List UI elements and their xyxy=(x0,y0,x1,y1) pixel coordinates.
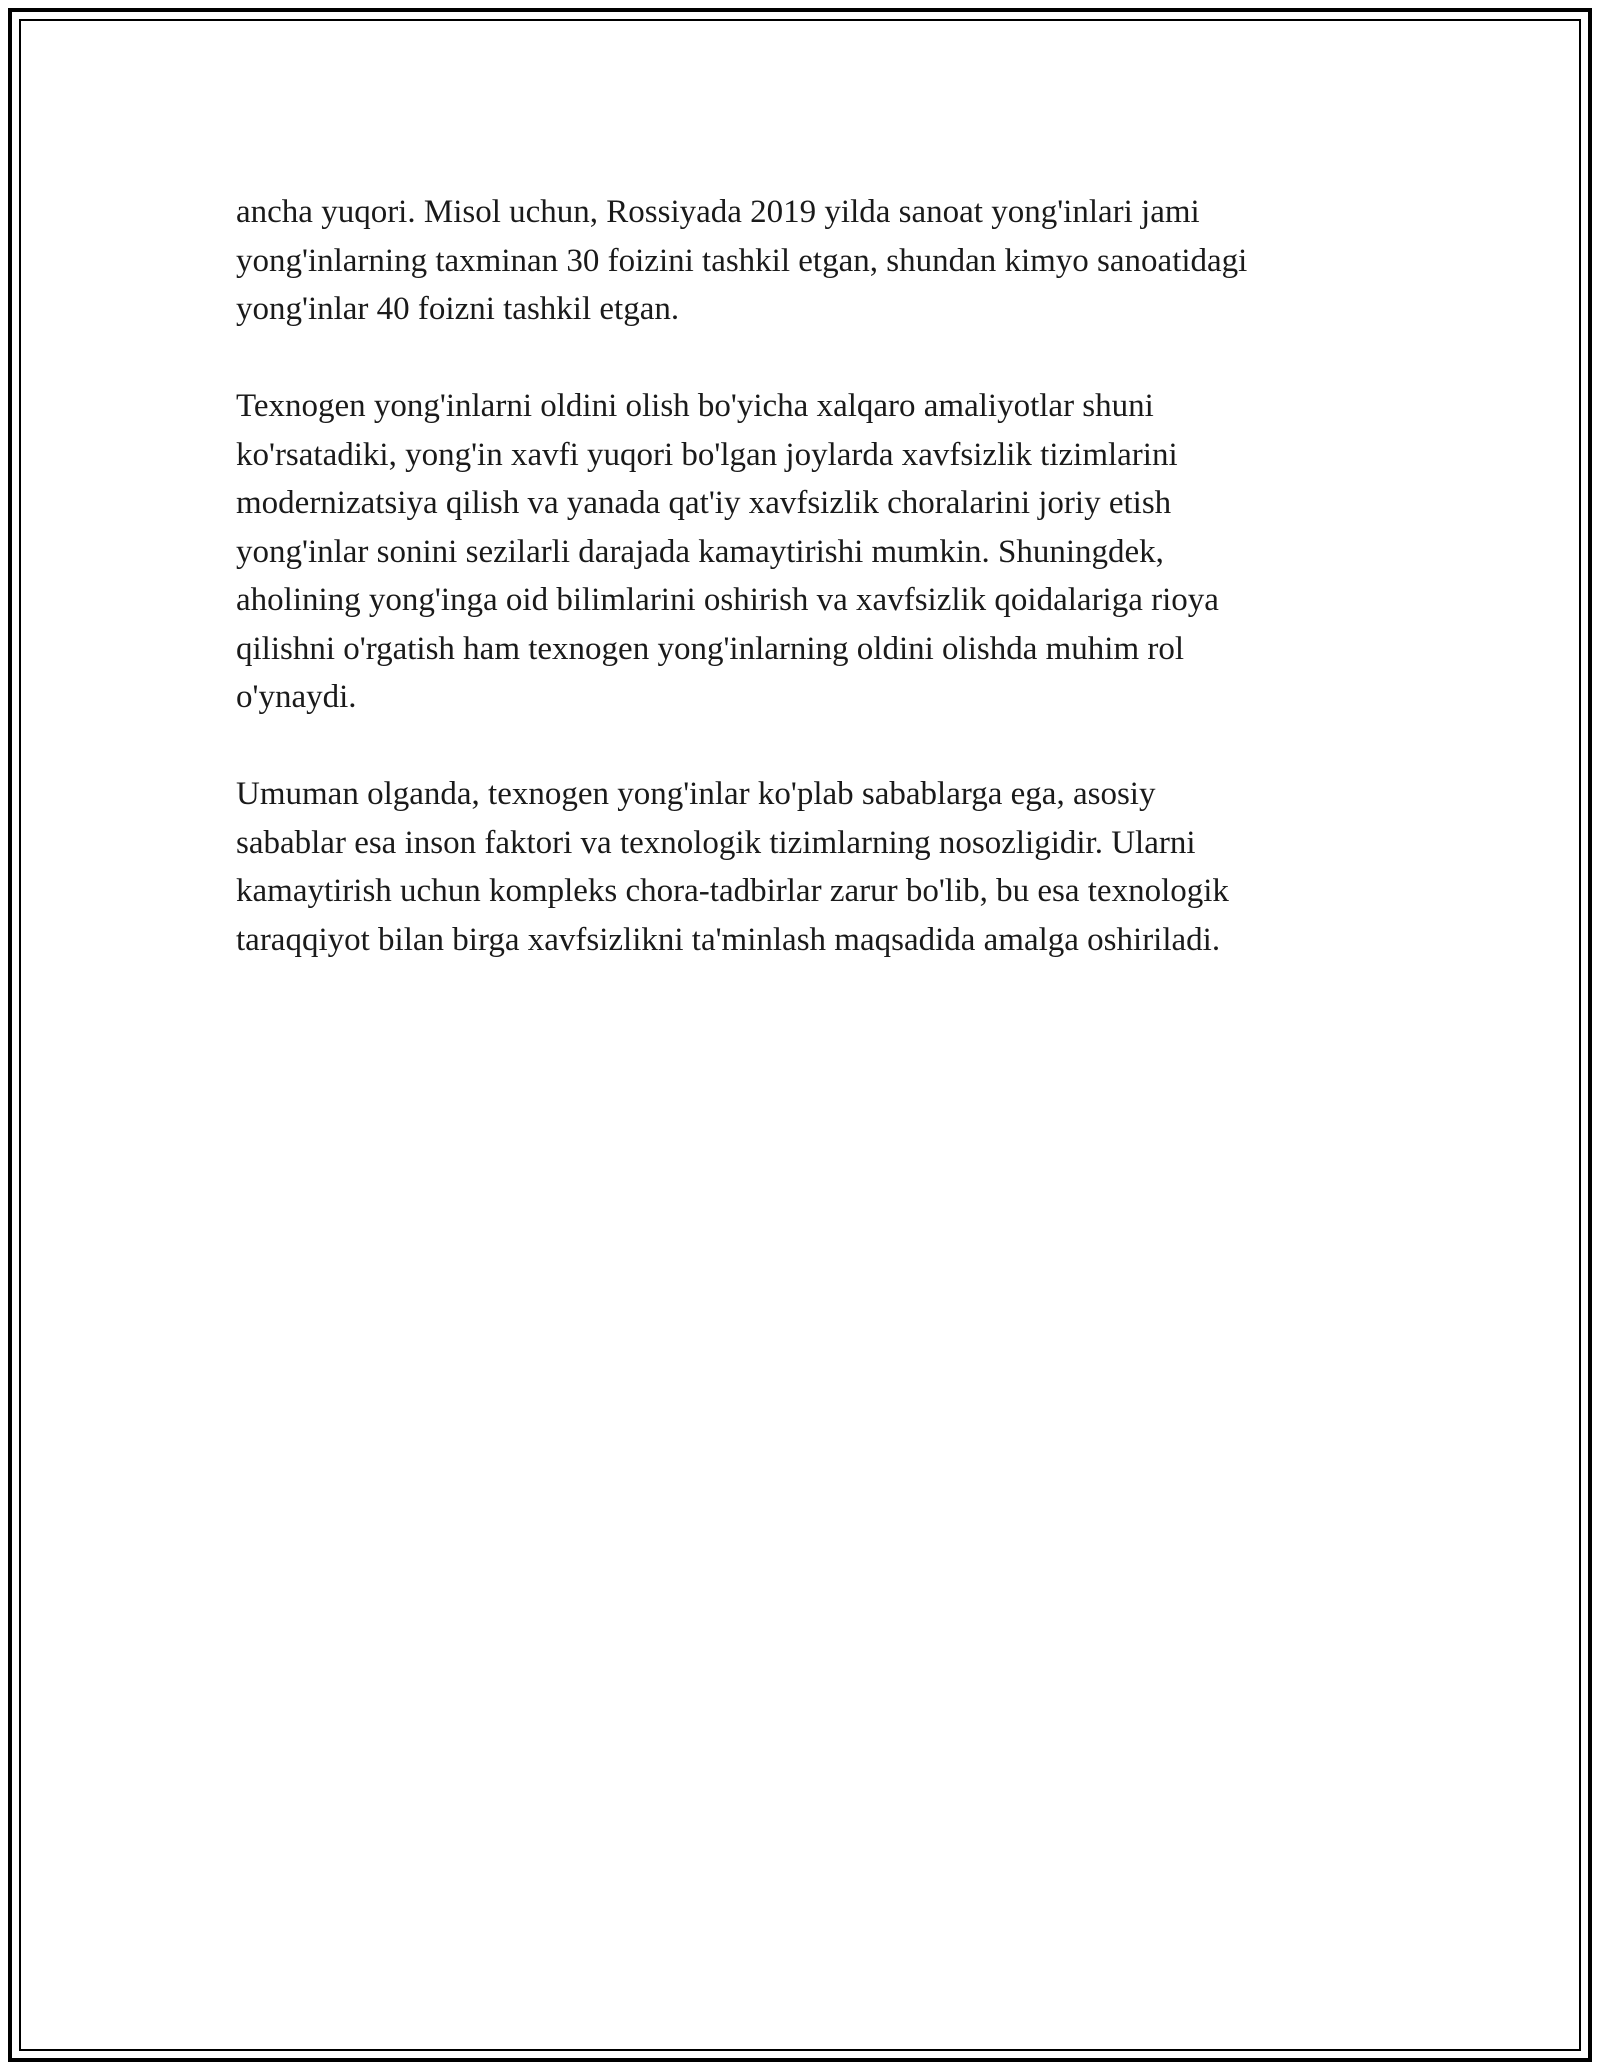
document-body xyxy=(236,188,1396,1013)
paragraph-international-practice: Texnogen yong'inlarni oldini olish bo'yicha xalqaro amaliyotlar shuni ko'rsatadiki, yong'in xavfi yuqori bo'lgan joylarda xavfsizlik tizimlarini modernizatsiya qilish va yanada qat'iy xavfsizlik choralarini joriy etish yong'inlar sonini sezilarli darajada kamaytirishi mumkin. Shuningdek, aholining yong'inga oid bilimlarini oshirish va xavfsizlik qoidalariga rioya qilishni o'rgatish ham texnogen yong'inlarning oldini olishda muhim rol o'ynaydi. xyxy=(236,388,1219,715)
paragraph-conclusion: Umuman olganda, texnogen yong'inlar ko'plab sabablarga ega, asosiy sabablar esa inson faktori va texnologik tizimlarning nosozligidir. Ularni kamaytirish uchun kompleks chora-tadbirlar zarur bo'lib, bu esa texnologik taraqqiyot bilan birga xavfsizlikni ta'minlash maqsadida amalga oshiriladi. xyxy=(236,776,1229,958)
paragraph-statistics: ancha yuqori. Misol uchun, Rossiyada 2019 yilda sanoat yong'inlari jami yong'inlarning taxminan 30 foizini tashkil etgan, shundan kimyo sanoatidagi yong'inlar 40 foizni tashkil etgan. xyxy=(236,194,1248,327)
